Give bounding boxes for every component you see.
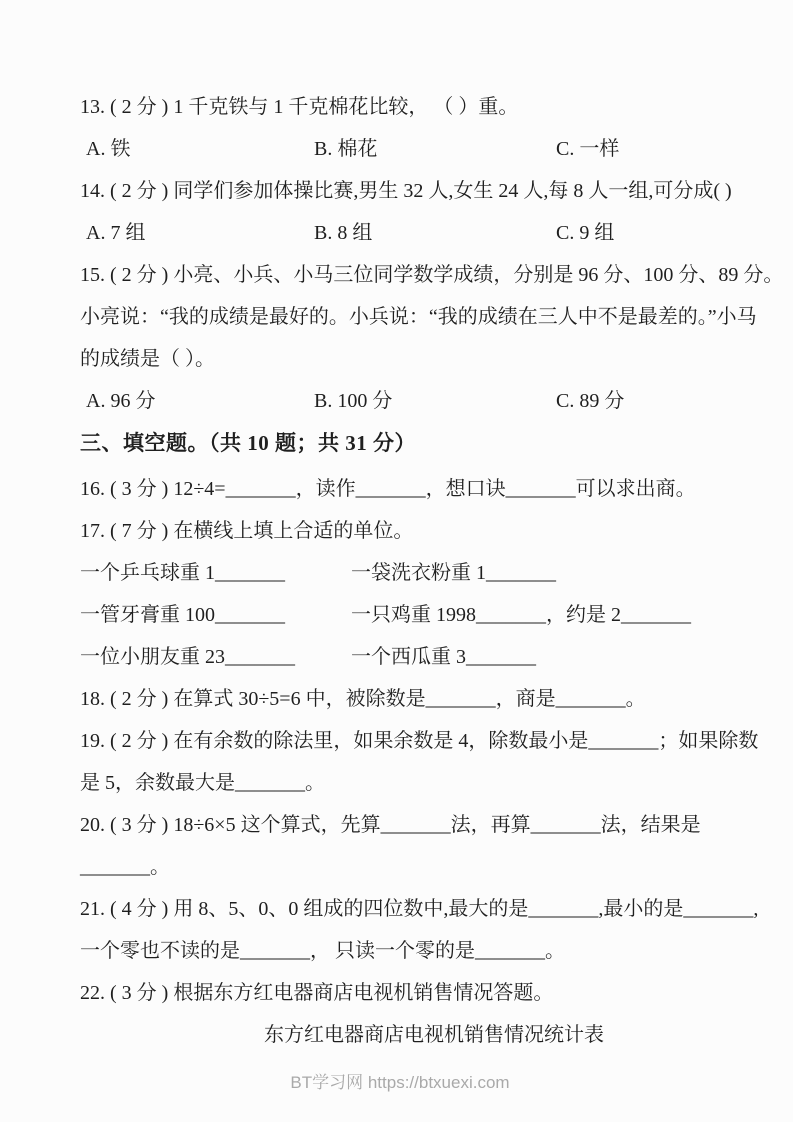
question-20-prompt-line1: 20. ( 3 分 ) 18÷6×5 这个算式，先算_______法，再算_______法，结果是 [80,814,701,836]
question-17-units-row3 [80,636,720,678]
question-18-prompt: 18. ( 2 分 ) 在算式 30÷5=6 中，被除数是_______，商是_______。 [80,688,646,710]
question-14-option-a: A. 7 组 [86,222,146,244]
question-17-blank-toothpaste: 一管牙膏重 100_______ [80,604,285,626]
question-20-prompt-line2: _______。 [80,856,170,878]
question-14-option-c: C. 9 组 [556,222,615,244]
question-19-prompt-line2: 是 5，余数最大是_______。 [80,772,325,794]
question-15-prompt-line2: 小亮说：“我的成绩是最好的。小兵说：“我的成绩在三人中不是最差的。”小马 [80,306,757,328]
question-14-options [80,212,720,254]
question-21-prompt-line1: 21. ( 4 分 ) 用 8、5、0、0 组成的四位数中,最大的是_______,最小的是_______, [80,898,759,920]
question-17-blank-chicken: 一只鸡重 1998_______，约是 2_______ [351,604,691,626]
question-13-option-a: A. 铁 [86,138,131,160]
question-17-blank-child: 一位小朋友重 23_______ [80,646,295,668]
question-15-option-a: A. 96 分 [86,390,156,412]
statistics-table-title: 东方红电器商店电视机销售情况统计表 [264,1024,604,1046]
question-15-options [80,380,720,422]
section-3-header: 三、填空题。（共 10 题；共 31 分） [80,431,416,455]
question-19-prompt-line1: 19. ( 2 分 ) 在有余数的除法里，如果余数是 4，除数最小是_______；如果除数 [80,730,759,752]
question-14-option-b: B. 8 组 [314,222,373,244]
exam-content [80,86,784,1104]
question-14-prompt: 14. ( 2 分 ) 同学们参加体操比赛,男生 32 人,女生 24 人,每 8 人一组,可分成( ) [80,180,732,202]
question-21-prompt-line2: 一个零也不读的是_______， 只读一个零的是_______。 [80,940,565,962]
question-15-prompt-line1: 15. ( 2 分 ) 小亮、小兵、小马三位同学数学成绩，分别是 96 分、100 分、89 分。 [80,264,784,286]
question-17-units-row2 [80,594,720,636]
question-15-option-c: C. 89 分 [556,390,625,412]
question-17-blank-pingpong: 一个乒乓球重 1_______ [80,562,285,584]
question-15-prompt-line3: 的成绩是（ ）。 [80,348,215,370]
question-13-option-b: B. 棉花 [314,138,378,160]
question-16-prompt: 16. ( 3 分 ) 12÷4=_______，读作_______，想口诀_______可以求出商。 [80,478,696,500]
watermark-footer: BT学习网 https://btxuexi.com [290,1073,510,1092]
question-22-prompt: 22. ( 3 分 ) 根据东方红电器商店电视机销售情况答题。 [80,982,554,1004]
question-13-options [80,128,720,170]
question-13-prompt: 13. ( 2 分 ) 1 千克铁与 1 千克棉花比较， （ ）重。 [80,96,519,118]
question-17-prompt: 17. ( 7 分 ) 在横线上填上合适的单位。 [80,520,414,542]
question-17-units-row1 [80,552,720,594]
question-13-option-c: C. 一样 [556,138,620,160]
question-17-blank-detergent: 一袋洗衣粉重 1_______ [351,562,556,584]
question-17-blank-watermelon: 一个西瓜重 3_______ [351,646,536,668]
question-15-option-b: B. 100 分 [314,390,393,412]
